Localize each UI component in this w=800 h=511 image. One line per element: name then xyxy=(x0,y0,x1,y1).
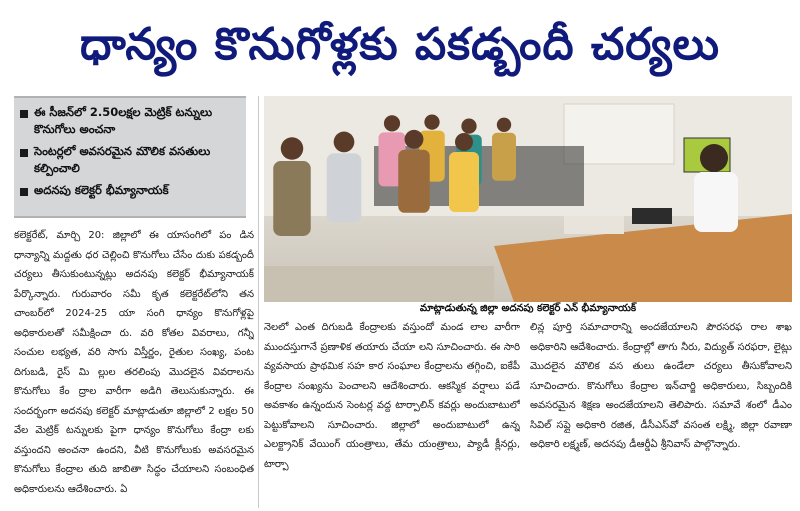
highlight-text: ఈ సీజన్‌లో 2.50లక్షల మెట్రిక్ టన్నులు కొనుగోలు అంచనా xyxy=(34,105,213,136)
attendee-head xyxy=(384,115,400,131)
news-photo xyxy=(264,96,792,302)
attendee-head xyxy=(424,114,439,129)
attendee-body xyxy=(398,150,430,213)
highlight-text: అదనపు కలెక్టర్ భీమ్యానాయక్ xyxy=(34,183,169,197)
highlight-item xyxy=(20,104,240,138)
attendee-head xyxy=(497,118,511,132)
attendee-head xyxy=(405,130,424,149)
article-column-left: కలెక్టరేట్, మార్చి 20: జిల్లాలో ఈ యాసంగిలో పం డిన ధాన్యాన్ని మద్దతు ధర చెల్లించి కొనుగోలు చేసేం దుకు పకడ్బందీ చర్యలు తీసుకుంటున్నట్లు అదనపు కలెక్టర్ భీమ్యానాయక్ పేర్కొన్నారు. గురువారం సమీ కృత కలెక్టరేట్‌లోని తన చాంబర్‌లో 2024-25 యా సంగి ధాన్యం కొనుగోళ్లపై అధికారులతో సమీక్షించా రు. వరి కోతల వివరాలు, గన్నీ సంచుల లభ్యత, వరి సాగు విస్తీర్ణం, రైతుల సంఖ్య, పంట దిగుబడి, రైస్ మి ల్లుల తరలింపు మొదలైన వివరాలను కొనుగోలు కేం ద్రాల వారీగా అడిగి తెలుసుకున్నారు. ఈ సందర్భంగా అదనపు కలెక్టర్ మాట్లాడుతూ జిల్లాలో 2 లక్షల 50 వేల మెట్రిక్ టన్నులకు పైగా ధాన్యం కొనుగోలు కేంద్రా లకు వస్తుందని అంచనా ఉందని, వీటి కొనుగోలుకు అవసరమైన కొనుగోలు కేంద్రాల తుది జాబితా సిద్ధం చేయాలని సంబంధిత అధికారులను ఆదేశించారు. ఏ xyxy=(14,230,254,495)
article-column-right: లిన్ల పూర్తి సమాచారాన్ని అందజేయాలని పౌరసరఫ రాల శాఖ అధికారిని ఆదేశించారు. కేంద్రాల్లో తాగు నీరు, విద్యుత్ సరఫరా, లైట్లు మొదలైన మౌలిక వస తులు ఉండేలా చర్యలు తీసుకోవాలని సూచించారు. కొనుగోలు కేంద్రాల ఇన్‌చార్జి అధికారులు, సిబ్బందికి అవసరమైన శిక్షణ అందజేయాలని తెలిపారు. సమావే శంలో డీఎం సివిల్ సప్లై అధికారి రజిత, డీసీఎస్‌వో వసంత లక్ష్మి, జిల్లా రవాణా అధికారి లక్ష్మణ్, అదనపు డీఆర్డీఏ శ్రీనివాస్ పాల్గొన్నారు. xyxy=(530,322,792,450)
column-divider xyxy=(258,96,259,508)
attendee-head xyxy=(461,118,476,133)
attendee-body xyxy=(492,133,516,181)
article-column-middle: నెలలో ఎంత దిగుబడి కేంద్రాలకు వస్తుందో మండ లాల వారీగా ముందస్తుగానే ప్రణాళిక తయారు చేయా లని సూచించారు. ఈ సారి వ్యవసాయ ప్రాథమిక సహ కార సంఘాల కేంద్రాలను తగ్గించి, ఐకేపీ కేంద్రాల సంఖ్యను పెంచాలని ఆదేశించారు. ఆకస్మిక వర్షాలు పడే అవకాశం ఉన్నందున సెంటర్ల వద్ద టార్పాలిన్ కవర్లు అందుబాటులో పెట్టుకోవాలని సూచించారు. జిల్లాలో అందుబాటులో ఉన్న ఎలక్ట్రానిక్ వేయింగ్ యంత్రాలు, తేమ యంత్రాలు, ప్యాడీ క్లీనర్లు, టార్పా xyxy=(264,322,520,470)
highlights-box xyxy=(14,96,246,218)
attendee-head xyxy=(455,133,473,151)
photo-caption: మాట్లాడుతున్న జిల్లా అదనపు కలెక్టర్ ఎన్ భీమ్యానాయక్ xyxy=(419,303,637,314)
highlight-item xyxy=(20,182,240,199)
highlight-item xyxy=(20,143,240,177)
square-bullet-icon xyxy=(20,188,28,196)
attendee-body xyxy=(327,153,362,222)
attendee-body xyxy=(273,161,311,236)
meeting-photo-illustration xyxy=(264,96,792,302)
square-bullet-icon xyxy=(20,110,28,118)
attendee-body xyxy=(449,152,479,212)
highlight-text: సెంటర్లలో అవసరమైన మౌలిక వసతులు కల్పించాలి xyxy=(34,144,211,175)
attendee-head xyxy=(281,137,304,160)
headline: ధాన్యం కొనుగోళ్లకు పకడ్బందీ చర్యలు xyxy=(80,19,720,70)
square-bullet-icon xyxy=(20,149,28,157)
attendee-head xyxy=(334,132,355,153)
